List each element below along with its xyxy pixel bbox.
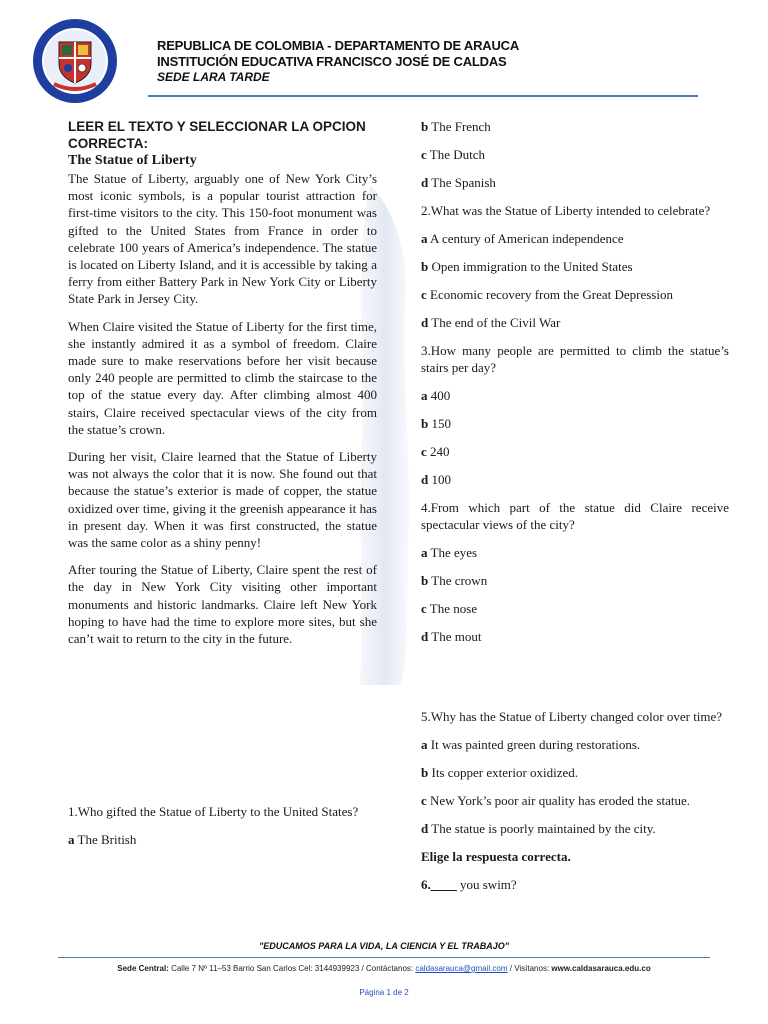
question-1-option-b [421,118,729,135]
question-3-option-d [421,471,729,488]
question-2: 2.What was the Statue of Liberty intended to celebrate? [421,203,711,218]
page-number: Página 1 de 2 [359,988,409,997]
header-school-line: INSTITUCIÓN EDUCATIVA FRANCISCO JOSÉ DE CALDAS [157,54,507,69]
option-letter: c [421,147,427,162]
option-text: The eyes [427,545,478,560]
footer-website-link[interactable]: www.caldasarauca.edu.co [551,964,651,973]
option-letter: d [421,472,429,487]
option-text: Open immigration to the United States [428,259,633,274]
question-5-option-a [421,736,729,753]
header-text-block [157,38,519,85]
option-text: The statue is poorly maintained by the city. [428,821,656,836]
option-text: 100 [428,472,451,487]
question-6-text: you swim? [456,877,517,892]
option-letter: d [421,821,429,836]
question-4-option-d [421,628,729,645]
option-text: The Dutch [426,147,486,162]
footer-contact [0,964,768,973]
option-text: Economic recovery from the Great Depression [426,287,673,302]
question-5: 5.Why has the Statue of Liberty changed color over time? [421,709,723,724]
story-paragraph: The Statue of Liberty, arguably one of New York City’s most iconic symbols, is a popular tourist attraction for first-time visitors to the city. This 150-foot monument was gifted to the United States from France in order to celebrate 100 years of America’s independence. The statue is located on Liberty Island, and it is accessible by taking a ferry from either Battery Park in New York City or Liberty State Park in Jersey City. [68,171,377,307]
option-text: The crown [428,573,488,588]
question-6-number: 6. [421,877,431,892]
reading-column [68,118,377,859]
option-text: 400 [427,388,451,403]
option-text: The British [74,832,137,848]
story-paragraph: After touring the Statue of Liberty, Claire spent the rest of the day in New York City visiting other important monuments and historic landmarks. Claire left New York hoping to have had the time to explore more sites, but she can’t wait to return to the city in the future. [68,562,377,647]
question-4-option-b [421,572,729,589]
option-letter: d [421,629,429,644]
option-text: The French [428,119,491,134]
option-letter: c [421,793,427,808]
header-country-line: REPUBLICA DE COLOMBIA - DEPARTAMENTO DE ARAUCA [157,38,520,53]
story-paragraph: During her visit, Claire learned that the Statue of Liberty was not always the color that it is now. She found out that because the statue’s exterior is made of copper, the statue oxidized over time, giving it the greenish appearance it has in present day. When it was first constructed, the statue was the same color as a shiny penny! [68,449,377,551]
question-3-option-a [421,387,729,404]
question-6 [421,876,729,893]
instruction-heading: LEER EL TEXTO Y SELECCIONAR LA OPCION CORRECTA: [68,119,366,151]
option-text: The end of the Civil War [428,315,561,330]
footer-sede-label: Sede Central: [117,964,169,973]
question-1: 1.Who gifted the Statue of Liberty to the United States? [68,804,359,820]
option-text: It was painted green during restorations. [427,737,641,752]
option-letter: b [421,416,429,431]
footer-address: Calle 7 Nº 11–53 Barrio San Carlos Cel: 3144939923 / Contáctanos: [171,964,416,973]
option-letter: a [421,737,428,752]
footer-email-link[interactable]: caldasarauca@gmail.com [415,964,508,973]
option-text: New York’s poor air quality has eroded the statue. [426,793,690,808]
footer-visit-label: / Visítanos: [509,964,552,973]
option-text: The Spanish [428,175,496,190]
question-1-option-d [421,174,729,191]
grammar-section-heading: Elige la respuesta correcta. [421,849,571,864]
question-1-option-c [421,146,729,163]
option-letter: a [68,832,75,848]
option-letter: b [421,259,429,274]
option-letter: a [421,388,428,403]
question-3: 3.How many people are permitted to climb the statue’s stairs per day? [421,343,729,375]
question-2-option-c [421,286,729,303]
option-letter: b [421,765,429,780]
question-1-option-a [68,831,377,848]
story-title: The Statue of Liberty [68,153,197,168]
question-6-blank: ____ [430,877,457,892]
option-letter: d [421,175,429,190]
option-letter: c [421,287,427,302]
question-4-option-a [421,544,729,561]
footer-motto: "EDUCAMOS PARA LA VIDA, LA CIENCIA Y EL TRABAJO" [258,941,510,951]
question-2-option-a [421,230,729,247]
question-5-option-b [421,764,729,781]
question-5-option-c [421,792,729,809]
header-divider [148,95,698,97]
option-letter: a [421,231,428,246]
option-letter: c [421,444,427,459]
question-4: 4.From which part of the statue did Claire receive spectacular views of the city? [421,500,729,532]
header-campus-line: SEDE LARA TARDE [157,70,270,84]
option-text: A century of American independence [427,231,624,246]
story-paragraph: When Claire visited the Statue of Liberty for the first time, she instantly admired it as a symbol of freedom. Claire made sure to make reservations before her visit because only 240 people are permitted to climb the staircase to the top of the statue every day. After climbing almost 400 stairs, Claire received spectacular views of the city from the statue’s crown. [68,318,377,437]
option-text: Its copper exterior oxidized. [428,765,579,780]
question-2-option-b [421,258,729,275]
school-crest-logo [32,18,118,104]
footer-divider [58,957,710,958]
question-5-option-d [421,820,729,837]
page-header [0,0,768,100]
question-2-option-d [421,314,729,331]
option-letter: b [421,573,429,588]
question-3-option-c [421,443,729,460]
option-letter: d [421,315,429,330]
option-text: 240 [426,444,450,459]
option-text: The mout [428,629,482,644]
option-text: The nose [426,601,478,616]
option-letter: c [421,601,427,616]
option-letter: b [421,119,429,134]
option-text: 150 [428,416,451,431]
question-3-option-b [421,415,729,432]
question-4-option-c [421,600,729,617]
option-letter: a [421,545,428,560]
questions-column [421,118,729,904]
